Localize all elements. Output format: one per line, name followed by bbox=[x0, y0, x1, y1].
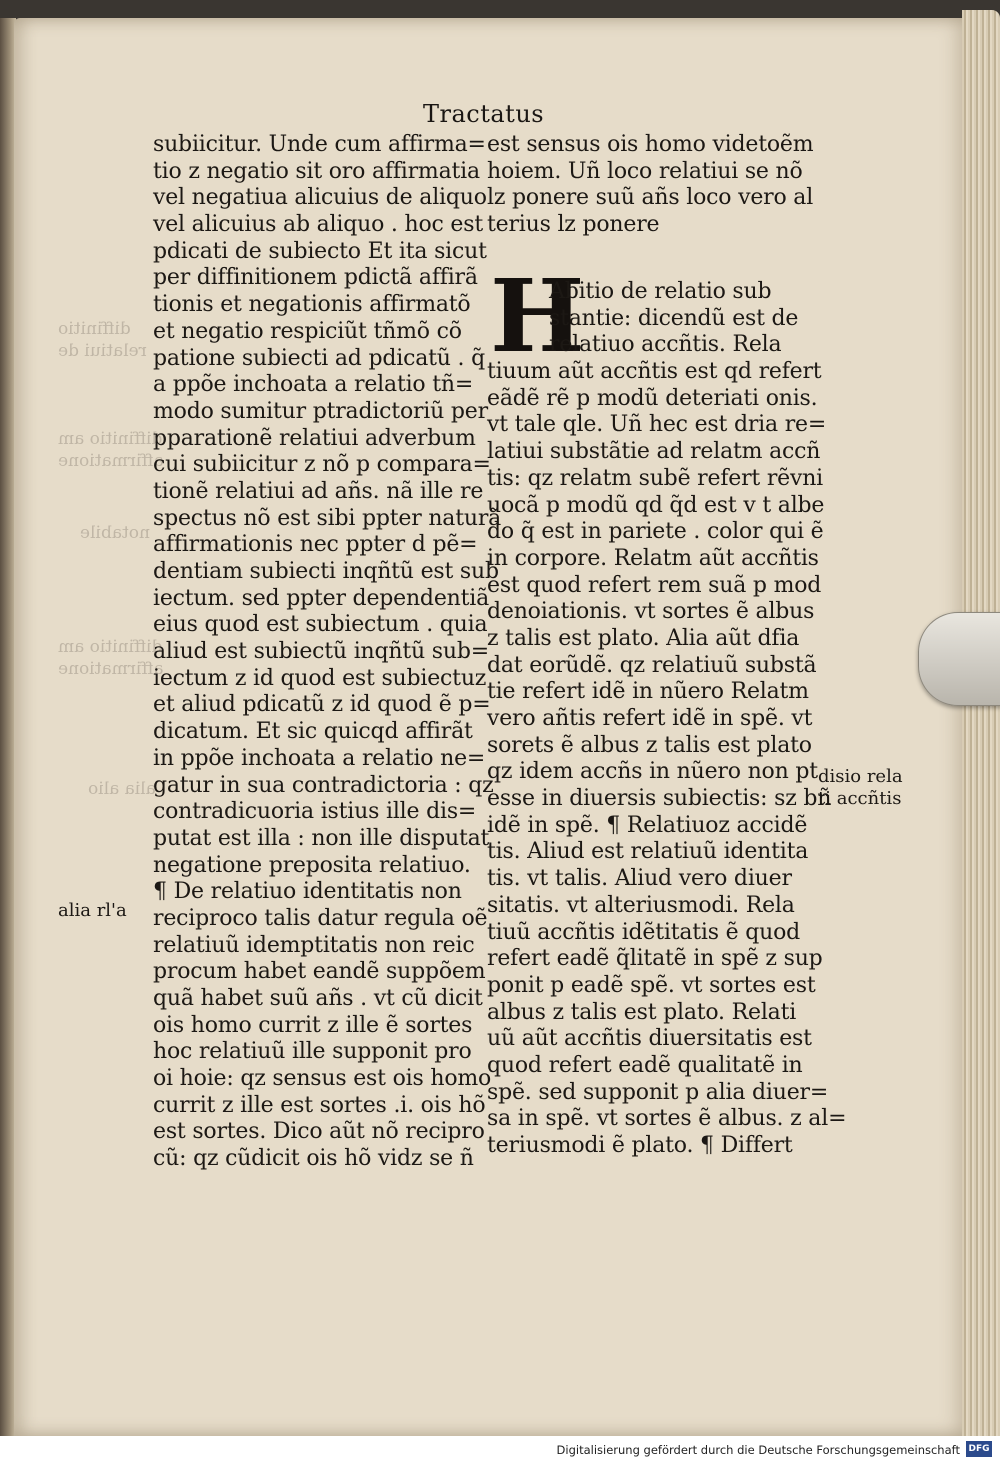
text-line: et aliud pdicatũ z id quod ẽ p= bbox=[153, 692, 491, 718]
text-line: tis. Aliud est relatiuũ identita bbox=[487, 839, 809, 865]
page-clip bbox=[918, 612, 1000, 706]
text-line: tio z negatio sit oro affirmatia bbox=[153, 158, 480, 184]
text-line: denoiationis. vt sortes ẽ albus bbox=[487, 599, 815, 625]
text-line: vero añtis refert idẽ in spẽ. vt bbox=[487, 706, 813, 731]
text-line: do q̃ est in pariete . color qui ẽ bbox=[487, 519, 824, 545]
text-line: relatiuo accñtis. Rela bbox=[549, 332, 782, 358]
text-line: terius lz ponere bbox=[487, 212, 660, 238]
text-line: qz idem accñs in nũero non pt bbox=[487, 759, 818, 785]
text-line: subiicitur. Unde cum affirma= bbox=[153, 132, 486, 157]
text-line: affirmationis nec ppter d pẽ= bbox=[153, 532, 478, 558]
text-line: iectum. sed ppter dependentiã bbox=[153, 585, 489, 611]
text-line: modo sumitur ptradictoriũ per bbox=[153, 398, 488, 424]
text-line: sitatis. vt alteriusmodi. Rela bbox=[487, 892, 795, 918]
text-line: patione subiecti ad pdicatũ . q̃ bbox=[153, 345, 485, 371]
text-line: procum habet eandẽ suppõem bbox=[153, 959, 486, 985]
text-line: tis. vt talis. Aliud vero diuer bbox=[487, 866, 792, 892]
text-line: est quod refert rem suã p mod bbox=[487, 572, 822, 598]
text-line: idẽ in spẽ. ¶ Relatiuoz accidẽ bbox=[487, 812, 808, 838]
text-line: albus z talis est plato. Relati bbox=[487, 999, 797, 1025]
margin-note-right bbox=[818, 766, 903, 810]
bleed-through-text: diffinitio am bbox=[58, 637, 163, 657]
text-line: relatiuũ idemptitatis non reic bbox=[153, 932, 475, 958]
text-line: currit z ille est sortes .i. ois hõ bbox=[153, 1092, 486, 1118]
initial-dropcap: H bbox=[490, 257, 585, 375]
margin-note-left bbox=[58, 900, 127, 922]
text-line: et negatio respiciũt tñmõ cõ bbox=[153, 318, 462, 344]
page-stack-edges bbox=[962, 10, 1000, 1436]
text-line: ¶ De relatiuo identitatis non bbox=[153, 879, 462, 905]
text-line: iectum z id quod est subiectuz bbox=[153, 665, 487, 691]
margin-note-line: alia rl'a bbox=[58, 900, 127, 921]
bleed-through-text: relatiui de bbox=[58, 341, 147, 361]
text-line: in corpore. Relatm aũt accñtis bbox=[487, 545, 819, 571]
text-line: sa in spẽ. vt sortes ẽ albus. z al= bbox=[487, 1106, 847, 1132]
right-text-column-top bbox=[487, 132, 813, 239]
text-line: tiuum aũt accñtis est qd refert bbox=[487, 359, 822, 385]
text-line: aliud est subiectũ inqñtũ sub= bbox=[153, 639, 489, 665]
text-line: gatur in sua contradictoria : qz bbox=[153, 772, 494, 798]
text-line: dentiam subiecti inqñtũ est sub bbox=[153, 559, 499, 584]
text-line: putat est illa : non ille disputat bbox=[153, 825, 490, 851]
text-line: hoiem. Uñ loco relatiui se nõ bbox=[487, 158, 803, 184]
text-line: quod refert eadẽ qualitatẽ in bbox=[487, 1052, 803, 1078]
text-line: spẽ. sed supponit p alia diuer= bbox=[487, 1079, 829, 1105]
text-line: dat eorũdẽ. qz relatiuũ substã bbox=[487, 652, 817, 678]
text-line: stantie: dicendũ est de bbox=[549, 305, 799, 331]
text-line: lz ponere suũ añs loco vero al bbox=[487, 185, 814, 211]
text-line: cũ: qz cũdicit ois hõ vidz se ñ bbox=[153, 1146, 474, 1172]
text-line: vel alicuius ab aliquo . hoc est bbox=[153, 212, 483, 238]
text-line: tiuũ accñtis idẽtitatis ẽ quod bbox=[487, 919, 801, 945]
text-line: uocã p modũ qd q̃d est v t albe bbox=[487, 492, 825, 518]
text-line: eãdẽ rẽ p modũ deteriati onis. bbox=[487, 385, 818, 411]
margin-note-line: ti accñtis bbox=[818, 788, 902, 809]
text-line: dicatum. Et sic quicqd affirãt bbox=[153, 719, 473, 745]
text-line: uũ aũt accñtis diuersitatis est bbox=[487, 1026, 812, 1052]
text-line: contradicuoria istius ille dis= bbox=[153, 799, 477, 825]
funding-credit: Digitalisierung gefördert durch die Deutsche Forschungsgemeinschaft bbox=[556, 1443, 960, 1457]
dfg-logo: DFG bbox=[966, 1441, 992, 1457]
text-line: a ppõe inchoata a relatio tñ= bbox=[153, 372, 474, 398]
text-line: vt tale qle. Uñ hec est dria re= bbox=[487, 412, 827, 438]
text-line: tionẽ relatiui ad añs. nã ille re bbox=[153, 478, 484, 504]
text-line: tie refert idẽ in nũero Relatm bbox=[487, 679, 809, 705]
text-line: negatione preposita relatiuo. bbox=[153, 852, 471, 878]
text-line: oi hoie: qz sensus est ois homo bbox=[153, 1066, 492, 1092]
bleed-through-text: alia alio bbox=[88, 779, 156, 799]
text-line: pdicati de subiecto Et ita sicut bbox=[153, 238, 487, 264]
text-line: ois homo currit z ille ẽ sortes bbox=[153, 1012, 473, 1038]
text-line: hoc relatiuũ ille supponit pro bbox=[153, 1039, 472, 1065]
text-line: vel negatiua alicuius de aliquo bbox=[153, 185, 487, 211]
bleed-through-text: affirmatione bbox=[58, 659, 164, 679]
text-line: eius quod est subiectum . quia bbox=[153, 612, 488, 638]
right-text-column-main bbox=[487, 279, 846, 1160]
bleed-through-text: affirmatione bbox=[58, 451, 164, 471]
text-line: est sortes. Dico aũt nõ recipro bbox=[153, 1119, 485, 1145]
text-line: quã habet suũ añs . vt cũ dicit bbox=[153, 986, 483, 1011]
text-line: sorets ẽ albus z talis est plato bbox=[487, 732, 812, 758]
text-line: tis: qz relatm subẽ refert rẽvni bbox=[487, 465, 823, 491]
bleed-through-text: diffinitio am bbox=[58, 429, 163, 449]
text-line: refert eadẽ q̃litatẽ in spẽ z sup bbox=[487, 946, 823, 972]
margin-note-line: disio rela bbox=[818, 766, 903, 787]
text-line: esse in diuersis subiectis: sz bñ bbox=[487, 786, 832, 812]
text-line: spectus nõ est sibi ppter naturã bbox=[153, 505, 502, 531]
text-line: per diffinitionem pdictã affirã bbox=[153, 265, 478, 291]
running-title: Tractatus bbox=[423, 100, 545, 128]
text-line: latiui substãtie ad relatm accñ bbox=[487, 439, 821, 465]
text-line: z talis est plato. Alia aũt dfia bbox=[487, 625, 800, 651]
text-line: est sensus ois homo videtoẽm bbox=[487, 132, 814, 157]
text-line: cui subiicitur z nõ p compara= bbox=[153, 452, 491, 478]
text-line: teriusmodi ẽ plato. ¶ Differt bbox=[487, 1133, 793, 1158]
text-line: Abitio de relatio sub bbox=[549, 279, 772, 304]
bleed-through-text: notabile bbox=[80, 523, 150, 543]
text-line: tionis et negationis affirmatõ bbox=[153, 292, 471, 318]
text-line: ponit p eadẽ spẽ. vt sortes est bbox=[487, 972, 816, 998]
text-line: in ppõe inchoata a relatio ne= bbox=[153, 745, 486, 771]
left-text-column bbox=[153, 132, 501, 1173]
bleed-through-text: diffinitio bbox=[58, 319, 131, 339]
text-line: reciproco talis datur regula oẽ bbox=[153, 905, 488, 931]
text-line: pparationẽ relatiui adverbum bbox=[153, 425, 476, 451]
